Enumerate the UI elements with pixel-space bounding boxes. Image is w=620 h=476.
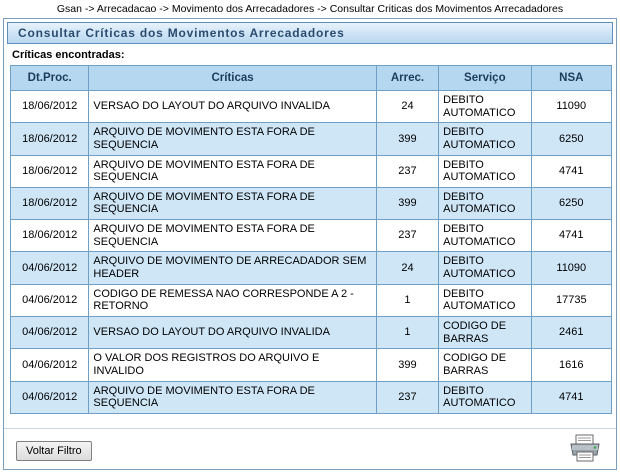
table-row: [11, 155, 612, 187]
table-row: [11, 91, 612, 123]
footer-divider: [4, 428, 616, 429]
cell-critica: ARQUIVO DE MOVIMENTO ESTA FORA DE SEQUENCIA: [89, 123, 376, 155]
table-body: [11, 91, 612, 414]
cell-nsa: 11090: [531, 91, 611, 123]
table-row: [11, 123, 612, 155]
cell-date: 18/06/2012: [11, 155, 89, 187]
breadcrumb: Gsan -> Arrecadacao -> Movimento dos Arrecadadores -> Consultar Criticas dos Movimentos Arrecadadores: [56, 3, 564, 15]
column-header-criticas: Críticas: [89, 66, 376, 91]
cell-critica: ARQUIVO DE MOVIMENTO ESTA FORA DE SEQUENCIA: [89, 187, 376, 219]
cell-nsa: 1616: [531, 349, 611, 381]
cell-date: 04/06/2012: [11, 284, 89, 316]
cell-servico: DEBITO AUTOMATICO: [439, 91, 531, 123]
cell-critica: ARQUIVO DE MOVIMENTO ESTA FORA DE SEQUENCIA: [89, 155, 376, 187]
cell-critica: CODIGO DE REMESSA NAO CORRESPONDE A 2 - RETORNO: [89, 284, 376, 316]
cell-arrec: 237: [376, 155, 438, 187]
cell-servico: DEBITO AUTOMATICO: [439, 381, 531, 413]
column-header-arrec: Arrec.: [376, 66, 438, 91]
cell-nsa: 17735: [531, 284, 611, 316]
table-header-row: [11, 66, 612, 91]
table-row: [11, 187, 612, 219]
printer-icon[interactable]: [568, 433, 602, 463]
footer-bar: [4, 427, 616, 469]
cell-nsa: 6250: [531, 187, 611, 219]
table-row: [11, 284, 612, 316]
column-header-servico: Serviço: [439, 66, 531, 91]
cell-nsa: 11090: [531, 252, 611, 284]
voltar-filtro-button[interactable]: Voltar Filtro: [16, 441, 92, 461]
table-row: [11, 316, 612, 348]
cell-date: 18/06/2012: [11, 91, 89, 123]
cell-nsa: 2461: [531, 316, 611, 348]
cell-servico: DEBITO AUTOMATICO: [439, 187, 531, 219]
cell-critica: ARQUIVO DE MOVIMENTO ESTA FORA DE SEQUENCIA: [89, 220, 376, 252]
cell-arrec: 1: [376, 316, 438, 348]
cell-arrec: 237: [376, 381, 438, 413]
cell-nsa: 4741: [531, 220, 611, 252]
cell-critica: VERSAO DO LAYOUT DO ARQUIVO INVALIDA: [89, 91, 376, 123]
cell-date: 04/06/2012: [11, 381, 89, 413]
cell-critica: VERSAO DO LAYOUT DO ARQUIVO INVALIDA: [89, 316, 376, 348]
cell-arrec: 399: [376, 349, 438, 381]
cell-date: 04/06/2012: [11, 316, 89, 348]
content-frame: [3, 18, 617, 470]
cell-date: 18/06/2012: [11, 187, 89, 219]
cell-arrec: 237: [376, 220, 438, 252]
cell-servico: DEBITO AUTOMATICO: [439, 220, 531, 252]
cell-arrec: 399: [376, 187, 438, 219]
cell-servico: DEBITO AUTOMATICO: [439, 252, 531, 284]
cell-date: 04/06/2012: [11, 349, 89, 381]
criticas-table: [10, 65, 612, 414]
results-subtitle: Críticas encontradas:: [12, 49, 125, 61]
cell-nsa: 6250: [531, 123, 611, 155]
cell-arrec: 24: [376, 91, 438, 123]
cell-date: 18/06/2012: [11, 123, 89, 155]
cell-servico: CODIGO DE BARRAS: [439, 349, 531, 381]
column-header-dtproc: Dt.Proc.: [11, 66, 89, 91]
table-row: [11, 349, 612, 381]
page-title: Consultar Críticas dos Movimentos Arrecadadores: [18, 26, 345, 40]
cell-arrec: 399: [376, 123, 438, 155]
cell-servico: DEBITO AUTOMATICO: [439, 123, 531, 155]
cell-critica: ARQUIVO DE MOVIMENTO DE ARRECADADOR SEM HEADER: [89, 252, 376, 284]
cell-critica: ARQUIVO DE MOVIMENTO ESTA FORA DE SEQUENCIA: [89, 381, 376, 413]
cell-arrec: 1: [376, 284, 438, 316]
cell-date: 18/06/2012: [11, 220, 89, 252]
column-header-nsa: NSA: [531, 66, 611, 91]
cell-servico: CODIGO DE BARRAS: [439, 316, 531, 348]
cell-nsa: 4741: [531, 155, 611, 187]
results-table-wrap: [10, 65, 610, 414]
cell-date: 04/06/2012: [11, 252, 89, 284]
cell-critica: O VALOR DOS REGISTROS DO ARQUIVO E INVALIDO: [89, 349, 376, 381]
table-row: [11, 220, 612, 252]
cell-arrec: 24: [376, 252, 438, 284]
window-title-bar: [7, 22, 613, 44]
cell-servico: DEBITO AUTOMATICO: [439, 284, 531, 316]
table-row: [11, 381, 612, 413]
cell-nsa: 4741: [531, 381, 611, 413]
table-row: [11, 252, 612, 284]
cell-servico: DEBITO AUTOMATICO: [439, 155, 531, 187]
